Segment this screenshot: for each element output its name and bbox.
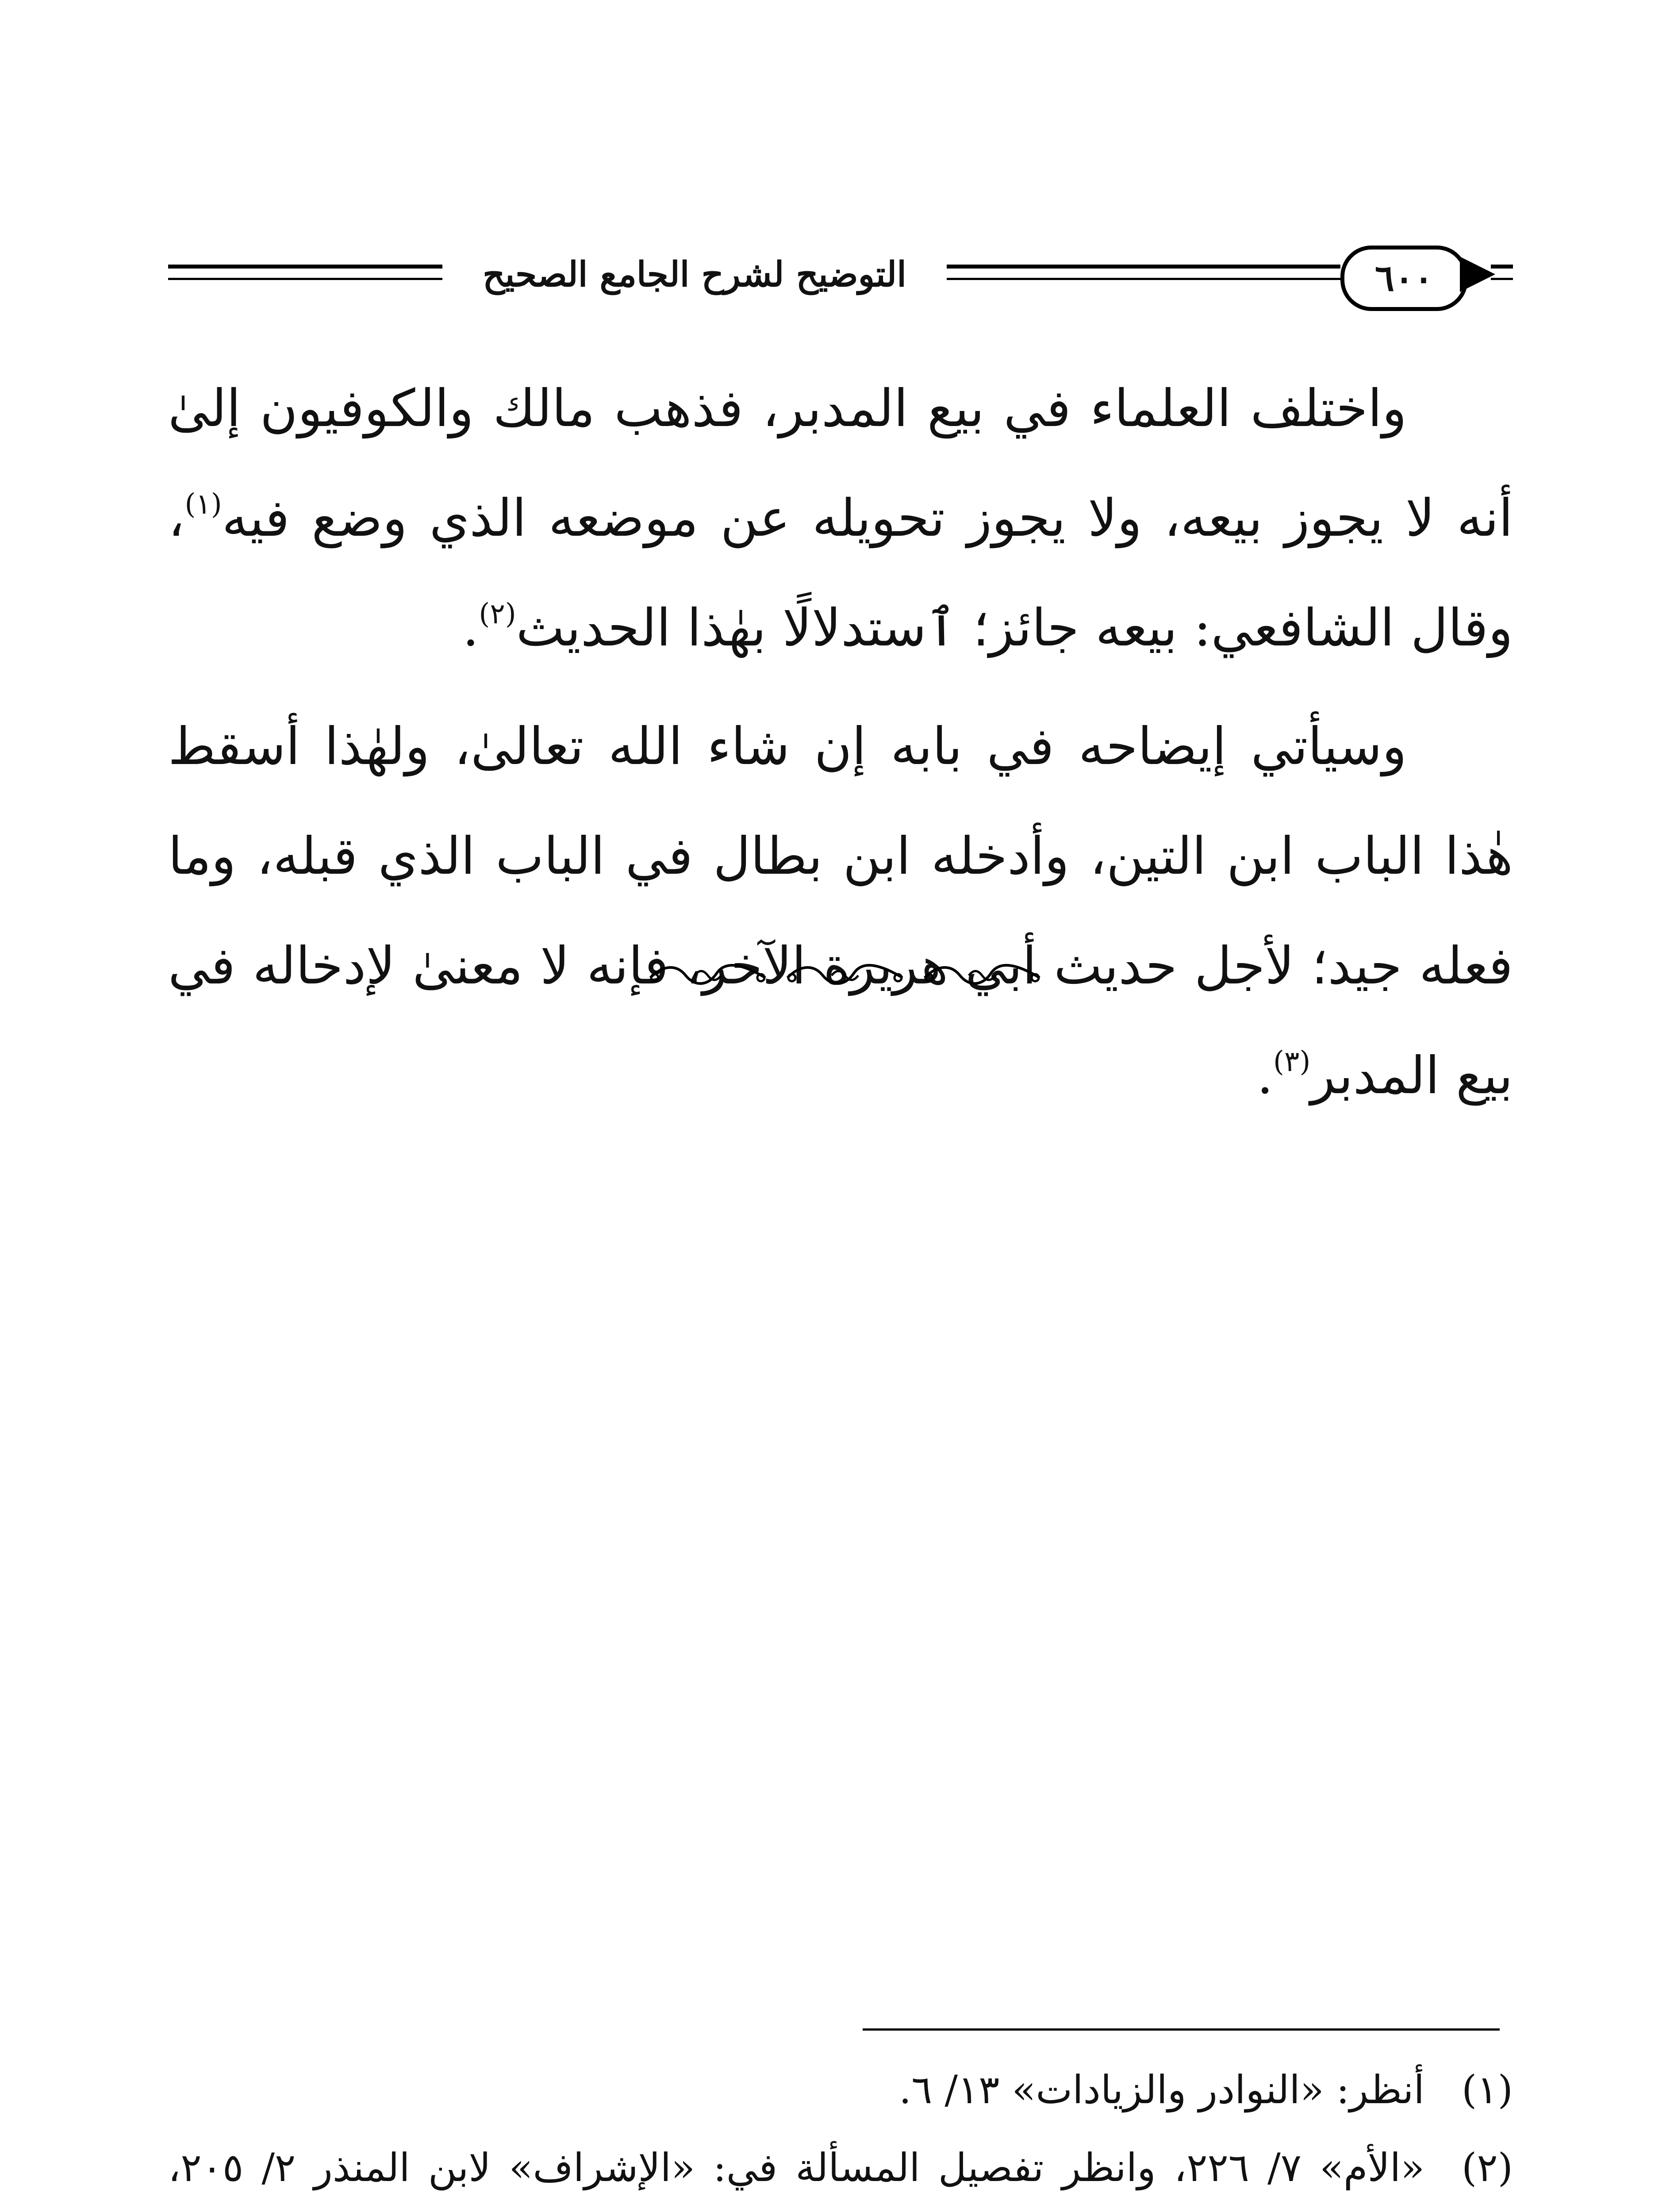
header-rule-middle: [947, 265, 1340, 269]
p2-text-b: .: [1257, 1046, 1273, 1106]
p1-text-c: .: [462, 598, 479, 658]
footnotes: [168, 2053, 1513, 2212]
footnote-number: (٢): [1462, 2145, 1513, 2190]
header-rule-left-thin: [168, 278, 442, 280]
ornament-flourish-icon: [646, 960, 770, 991]
footnote-separator: [863, 2028, 1500, 2031]
p2-text-a: وسيأتي إيضاحه في بابه إن شاء الله تعالىٰ، ولهٰذا أسقط هٰذا الباب ابن التين، وأدخله ابن بطال في الباب الذي قبله، وما فعله جيد؛ لأجل حديث أبي هريرة الآخر، فإنه لا معنىٰ لإدخاله في بيع المدبر: [168, 717, 1513, 1106]
main-text: [168, 354, 1513, 1131]
footnote-text: أنظر: «النوادر والزيادات» ١٣/ ٦.: [899, 2067, 1424, 2112]
footnote-2: [168, 2131, 1513, 2212]
p1-text-b: ، وقال الشافعي: بيعه جائز؛ ٱستدلالًا بهٰذا الحديث: [168, 488, 1513, 658]
footnote-ref-3[interactable]: (٣): [1273, 1045, 1311, 1078]
page-number-pointer: [1460, 257, 1495, 292]
footnote-ref-2[interactable]: (٢): [479, 598, 516, 630]
header-rule-right-thin: [1491, 278, 1513, 280]
ornament-flourish-icon: [920, 960, 1044, 991]
page-number: ٦٠٠: [1340, 246, 1468, 311]
p1-text-a: واختلف العلماء في بيع المدبر، فذهب مالك والكوفيون إلىٰ أنه لا يجوز بيعه، ولا يجوز تحويله عن موضعه الذي وضع فيه: [168, 379, 1513, 548]
paragraph-2: [168, 692, 1513, 1131]
footnote-text: «الأم» ٧/ ٢٢٦، وانظر تفصيل المسألة في: «الإشراف» لابن المنذر ٢/ ٢٠٥،: [168, 2145, 1424, 2190]
paragraph-1: [168, 354, 1513, 683]
page-header: [168, 230, 1513, 319]
ornament-flourish-icon: [783, 960, 907, 991]
section-ornament: [646, 956, 1044, 995]
footnote-number: (١): [1462, 2067, 1513, 2112]
book-title: التوضيح لشرح الجامع الصحيح: [483, 254, 906, 295]
footnote-1: [168, 2053, 1513, 2127]
header-rule-right: [1491, 265, 1513, 269]
header-rule-middle-thin: [947, 278, 1340, 280]
footnote-ref-1[interactable]: (١): [184, 488, 222, 521]
header-rule-left: [168, 265, 442, 269]
